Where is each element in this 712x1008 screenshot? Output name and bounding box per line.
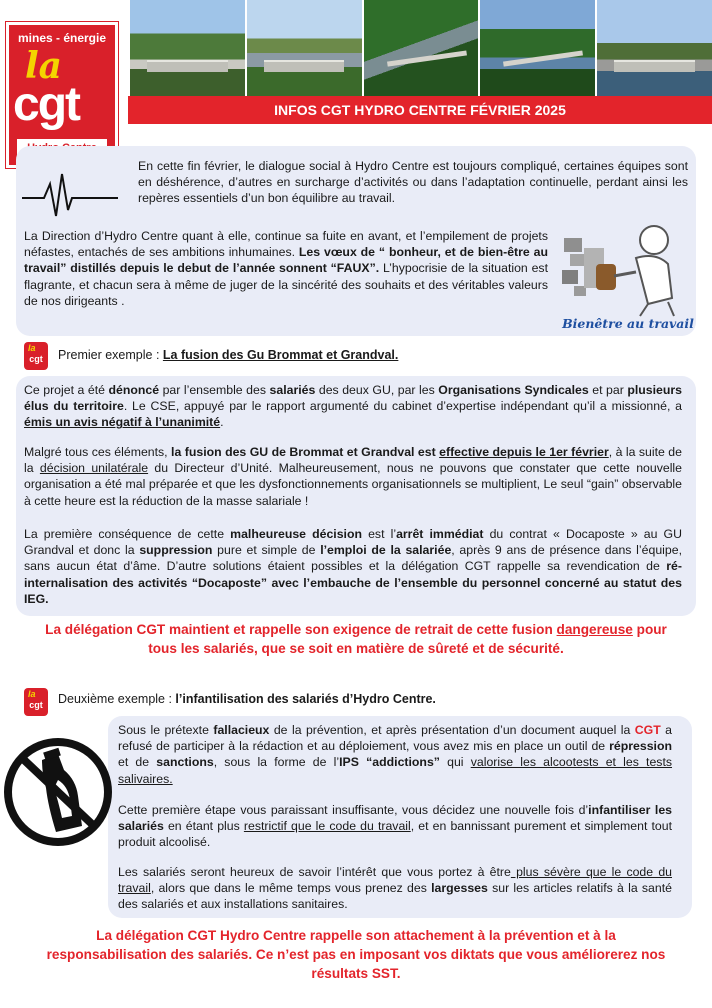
example2-paragraph-3 bbox=[118, 864, 672, 913]
cgt-mini-logo bbox=[24, 688, 48, 716]
no-alcohol-icon bbox=[2, 736, 114, 848]
example1-paragraph-2 bbox=[24, 444, 682, 509]
example2-paragraph-1 bbox=[118, 722, 672, 787]
wellbeing-illustration bbox=[556, 218, 692, 318]
text-run: , sous la forme de l’ bbox=[213, 755, 340, 770]
text-run: , à la suite de la bbox=[24, 445, 682, 476]
example1-demand bbox=[40, 620, 672, 658]
text-run: . bbox=[220, 415, 224, 430]
text-run: pure et simple de bbox=[212, 543, 321, 558]
text-run: et de bbox=[118, 755, 157, 770]
logo-la: la bbox=[25, 45, 63, 87]
text-run: sur les articles relatifs à la santé des salariés et aux installations sanitaires. bbox=[118, 881, 672, 912]
text-run: largesses bbox=[431, 881, 488, 896]
intro-paragraph: En cette fin février, le dialogue social à Hydro Centre est toujours compliqué, certaines équipes sont en déshérence, d’autres en surcharge d’activités ou dans l’adaptation continuelle, perdant ainsi les repères essentiels d’un bon équilibre au travail. bbox=[138, 159, 688, 206]
text-run: effective depuis le 1er février bbox=[439, 445, 609, 459]
logo-top-text: mines - énergie bbox=[17, 31, 107, 45]
demand-underlined: dangereuse bbox=[556, 622, 633, 637]
text-run: CGT bbox=[634, 723, 661, 737]
dam-photo bbox=[247, 0, 362, 96]
closing-statement: La délégation CGT Hydro Centre rappelle son attachement à la prévention et à la responsabilisation des salariés. Ce n’est pas en imposant vos diktats que vous améliorerez nos résultats SST. bbox=[46, 928, 666, 981]
text-run: l’emploi de la salariée bbox=[320, 543, 452, 558]
text-run: La première conséquence de cette bbox=[24, 527, 231, 541]
text-run: par l’ensemble des bbox=[159, 383, 270, 397]
example1-paragraph-1 bbox=[24, 382, 682, 431]
text-run: de la prévention, et après présentation d’un document auquel la bbox=[269, 723, 635, 737]
example1-lead: Premier exemple : bbox=[58, 348, 163, 362]
text-run: ré-internalisation des activités “Docaposte” avec l’embauche de l’ensemble du personnel concerné au statut des IEG. bbox=[24, 559, 682, 606]
text-run: plus sévère que le code du travail bbox=[118, 865, 672, 896]
text-run: décision unilatérale bbox=[39, 461, 149, 476]
text-run: la fusion des GU de Brommat et Grandval est bbox=[171, 445, 440, 459]
road-photo bbox=[364, 0, 479, 96]
text-run: des deux GU, par les bbox=[315, 383, 439, 397]
text-run: a refusé de participer à la rédaction et au déploiement, vous avez mis en place un outil de bbox=[118, 723, 672, 754]
example2-title: l’infantilisation des salariés d’Hydro Centre. bbox=[175, 692, 436, 706]
header-photo-strip bbox=[130, 0, 712, 96]
example1-heading bbox=[58, 348, 398, 362]
text-run: suppression bbox=[139, 543, 213, 558]
text-run: restrictif que le code du travail bbox=[243, 819, 411, 834]
text-run: et par bbox=[588, 383, 628, 397]
illustration-caption: Bienêtre au travail bbox=[562, 316, 694, 331]
text-run: répression bbox=[609, 739, 672, 754]
reservoir-photo bbox=[480, 0, 595, 96]
text-run: plusieurs élus du territoire bbox=[24, 383, 682, 414]
direction-paragraph bbox=[24, 228, 548, 309]
text-run: , et en bannissant purement et simplement tout produit alcoolisé. bbox=[118, 819, 672, 850]
page-title: INFOS CGT HYDRO CENTRE FÉVRIER 2025 bbox=[128, 96, 712, 124]
example1-paragraph-3 bbox=[24, 526, 682, 607]
demand-text: La délégation CGT maintient et rappelle son exigence de retrait de cette fusion bbox=[45, 622, 557, 637]
mini-logo-cgt: cgt bbox=[29, 700, 43, 710]
example2-heading bbox=[58, 692, 436, 706]
example2-paragraph-2 bbox=[118, 802, 672, 851]
direction-text: La Direction d’Hydro Centre quant à elle, continue sa fuite en avant, et l’empilement de projets néfastes, entachés de ses ambitions inhumaines. bbox=[24, 229, 548, 260]
example1-title: La fusion des Gu Brommat et Grandval. bbox=[162, 348, 399, 362]
text-run: salariés bbox=[269, 383, 316, 397]
text-run: Les salariés seront heureux de savoir l’intérêt que vous portez à être bbox=[118, 865, 511, 879]
text-run: , alors que dans le même temps vous prenez des bbox=[150, 881, 432, 896]
text-run: du Directeur d’Unité. Malheureusement, nous ne pouvons que constater que cette nouvelle organisation a été mal préparée et que les dysfonctionnements organisationnels se multiplient, Le seul “gain” observable à cette heure est la réduction de la masse salariale ! bbox=[24, 461, 682, 508]
text-run: Cette première étape vous paraissant insuffisante, vous décidez une nouvelle fois d’ bbox=[118, 803, 589, 817]
text-run: est l’ bbox=[362, 527, 397, 541]
text-run: du contrat « Docaposte » au GU Grandval et donc la bbox=[24, 527, 682, 558]
text-run: émis un avis négatif à l’unanimité bbox=[24, 415, 221, 430]
text-run: Sous le prétexte bbox=[118, 723, 214, 737]
text-run: valorise les alcootests et les tests salivaires. bbox=[118, 755, 673, 786]
text-run: , après 9 ans de présence dans l’équipe, sans aucun état d’âme. D’autre solutions étaient possibles et la délégation CGT rappelle sa revendication de bbox=[24, 543, 682, 574]
logo-cgt: cgt bbox=[13, 78, 79, 131]
text-run: Malgré tous ces éléments, bbox=[24, 445, 172, 459]
cgt-mini-logo bbox=[24, 342, 48, 370]
dam-photo bbox=[597, 0, 712, 96]
text-run: Ce projet a été bbox=[24, 383, 109, 397]
text-run: sanctions bbox=[156, 755, 214, 770]
text-run: dénoncé bbox=[108, 383, 160, 397]
heartbeat-icon bbox=[20, 166, 120, 226]
text-run: malheureuse décision bbox=[230, 527, 362, 541]
text-run: Organisations Syndicales bbox=[438, 383, 589, 397]
example2-lead: Deuxième exemple : bbox=[58, 692, 176, 706]
text-run: . Le CSE, appuyé par le rapport argumenté du cabinet d’expertise indépendant qu’il a missionné, a bbox=[123, 399, 683, 414]
mini-logo-la: la bbox=[28, 343, 36, 353]
direction-wishes-text: Les vœux de “ bonheur, et de bien-être au travail” distillés depuis le debut de l’année sonnent “FAUX”. bbox=[24, 245, 548, 276]
mini-logo-la: la bbox=[28, 689, 36, 699]
text-run: infantiliser les salariés bbox=[118, 803, 672, 834]
demand-text-end: pour tous les salariés, que se soit en matière de sûreté et de sécurité. bbox=[148, 622, 667, 656]
direction-hypocrisy-text: L’hypocrisie de la situation est flagrante, et chacun sera à même de juger de la sincérité des souhaits et des véritables valeurs de nos dirigeants . bbox=[24, 261, 548, 308]
text-run: IPS “addictions” bbox=[339, 755, 440, 770]
text-run: qui bbox=[439, 755, 471, 770]
text-run: fallacieux bbox=[213, 723, 270, 737]
mini-logo-cgt: cgt bbox=[29, 354, 43, 364]
text-run: en étant plus bbox=[163, 819, 244, 834]
dam-photo bbox=[130, 0, 245, 96]
text-run: arrêt immédiat bbox=[396, 527, 484, 541]
